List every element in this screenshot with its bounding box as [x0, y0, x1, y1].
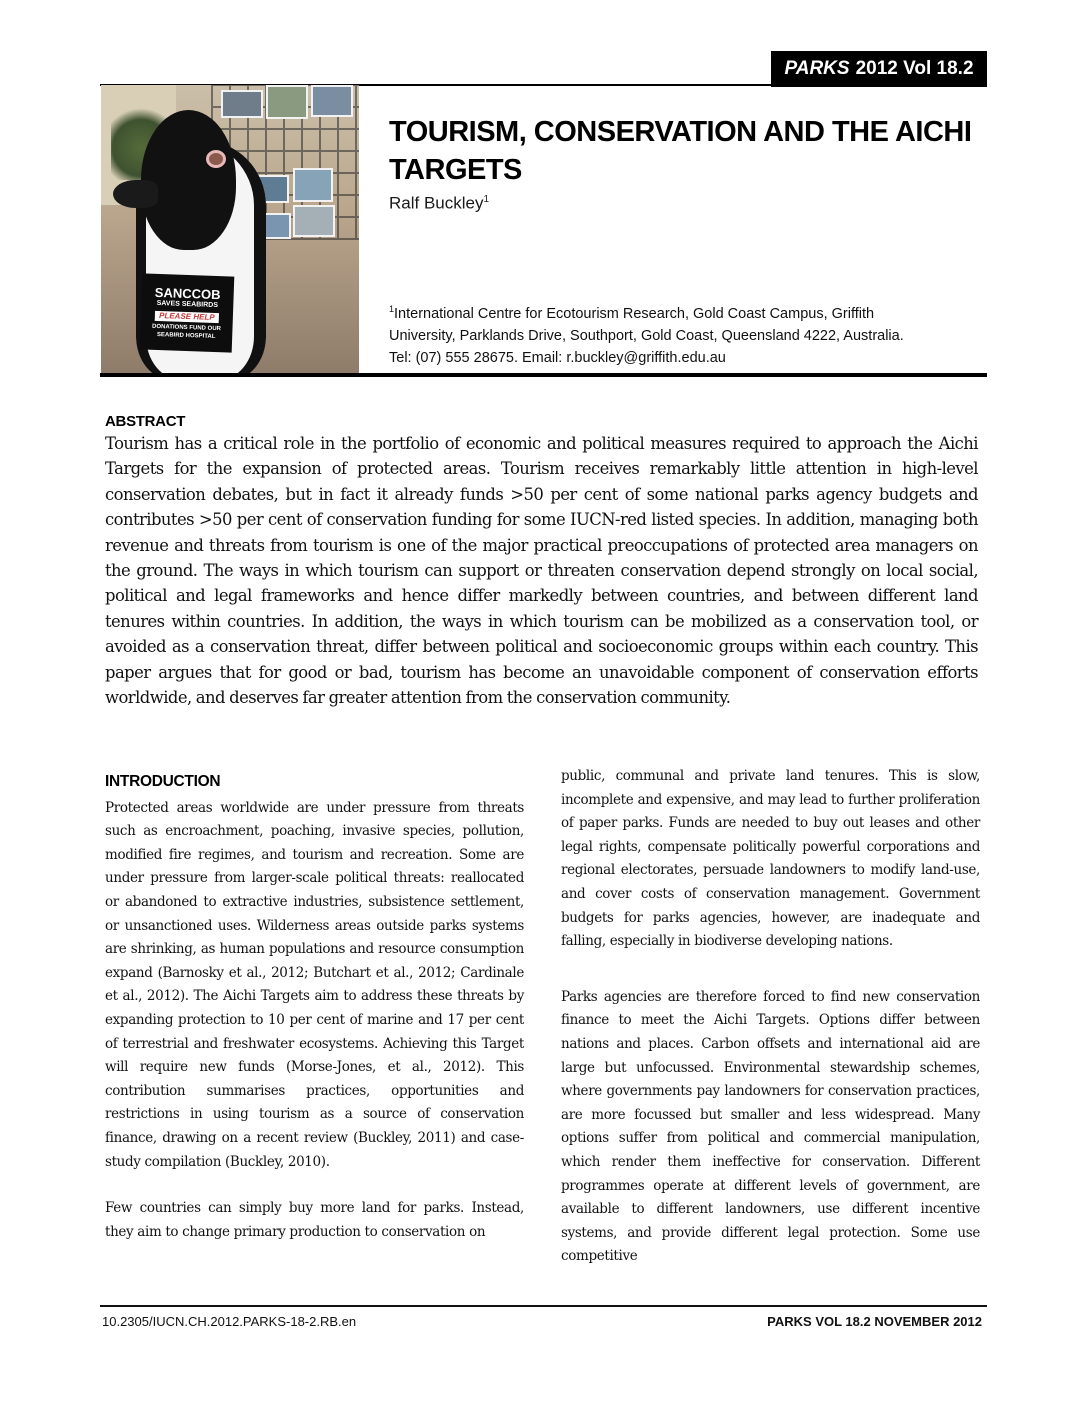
column-left: [105, 770, 524, 1244]
penguin-beak: [113, 180, 158, 208]
footer-rule: [100, 1305, 987, 1307]
photo-postcard: [221, 90, 263, 118]
affiliation-line: University, Parklands Drive, Southport, Gold Coast, Queensland 4222, Australia.: [389, 327, 904, 344]
sign-line: PLEASE HELP: [155, 310, 219, 322]
penguin-eye: [206, 150, 226, 168]
body-paragraph: Protected areas worldwide are under pressure from threats such as encroachment, poaching, invasive species, pollution, modified fire regimes, and tourism and recreation. Some are under pressure from larger-scale political threats: reallocated or abandoned to extractive industries, subsistence settlement, or unsanctioned uses. Wilderness areas outside parks systems are shrinking, as human populations and resource consumption expand (Barnosky et al., 2012; Butchart et al., 2012; Cardinale et al., 2012). The Aichi Targets aim to address these threats by expanding protection to 10 per cent of marine and 17 per cent of terrestrial and freshwater ecosystems. Achieving this Target will require new funds (Morse-Jones, et al., 2012). This contribution summarises practices, opportunities and restrictions in using tourism as a source of conservation finance, drawing on a recent review (Buckley, 2011) and case-study compilation (Buckley, 2010).: [105, 799, 524, 1170]
affiliation-footnote-mark: 1: [389, 304, 395, 314]
affiliation-contact: Tel: (07) 555 28675. Email: r.buckley@griffith.edu.au: [389, 349, 726, 366]
photo-postcard: [293, 205, 335, 237]
abstract-heading: ABSTRACT: [105, 413, 186, 430]
introduction-heading: INTRODUCTION: [105, 773, 221, 790]
author-affiliation: [389, 298, 989, 369]
author-name: Ralf Buckley: [389, 193, 484, 213]
sign-line: SEABIRD HOSPITAL: [156, 331, 216, 340]
donation-sign: [140, 273, 235, 352]
journal-badge: [771, 51, 987, 87]
journal-volume: 2012 Vol 18.2: [855, 58, 974, 79]
affiliation-line: $^1$International Centre for Ecotourism Research, Gold Coast Campus, Griffith: [389, 304, 875, 322]
abstract-text: Tourism has a critical role in the portfolio of economic and political measures required to approach the Aichi Targets for the expansion of protected areas. Tourism receives remarkably little attention in high-level conservation debates, but in fact it already funds >50 per cent of some national parks agency budgets and contributes >50 per cent of conservation funding for some IUCN-red listed species. In addition, managing both revenue and threats from tourism is one of the major practical preoccupations of protected area managers on the ground. The ways in which tourism can support or threaten conservation depend strongly on local social, political and legal frameworks and hence differ markedly between countries, and between different land tenures within countries. In addition, the ways in which tourism can be mobilized as a conservation tool, or avoided as a conservation threat, differ between political and socioeconomic groups within each country. This paper argues that for good or bad, tourism has become an unavoidable component of conservation efforts worldwide, and deserves far greater attention from the conservation community.: [105, 434, 978, 708]
body-paragraph: Parks agencies are therefore forced to find new conservation finance to meet the Aichi Targets. Options differ between nations and places. Carbon offsets and international aid are large but unfocussed. Environmental stewardship schemes, where governments pay landowners for conservation practices, are more focussed but smaller and less widespread. Many options suffer from political and commercial manipulation, which render them ineffective for conservation. Different programmes operate at different levels of government, are available to different landowners, use different incentive systems, and provide different legal protection. Some use competitive: [561, 988, 980, 1265]
title-block: [389, 113, 989, 215]
header-photo: [101, 85, 359, 375]
photo-postcard: [311, 85, 353, 117]
penguin-head: [141, 110, 236, 250]
article-author: [389, 189, 989, 215]
photo-postcard: [293, 168, 333, 202]
sign-line: SANCCOB: [154, 284, 221, 302]
body-paragraph: Few countries can simply buy more land for parks. Instead, they aim to change primary production to conservation on: [105, 1200, 524, 1240]
footer-doi: 10.2305/IUCN.CH.2012.PARKS-18-2.RB.en: [102, 1314, 357, 1329]
journal-brand: PARKS: [784, 58, 850, 79]
column-right: [561, 765, 980, 1269]
sign-line: DONATIONS FUND OUR: [151, 323, 222, 332]
header-bottom-rule: [100, 373, 987, 377]
author-footnote-mark: 1: [483, 194, 490, 205]
sign-line: SAVES SEABIRDS: [156, 299, 219, 309]
footer-issue: PARKS VOL 18.2 NOVEMBER 2012: [767, 1314, 982, 1329]
article-title: TOURISM, CONSERVATION AND THE AICHI TARGETS: [389, 116, 972, 186]
body-paragraph: public, communal and private land tenures. This is slow, incomplete and expensive, and may lead to further proliferation of paper parks. Funds are needed to buy out leases and other legal rights, compensate politically powerful corporations and regional electorates, persuade landowners to modify land-use, and cover costs of conservation management. Government budgets for parks agencies, however, are inadequate and falling, especially in biodiverse developing nations.: [561, 768, 980, 950]
photo-postcard: [266, 85, 308, 119]
